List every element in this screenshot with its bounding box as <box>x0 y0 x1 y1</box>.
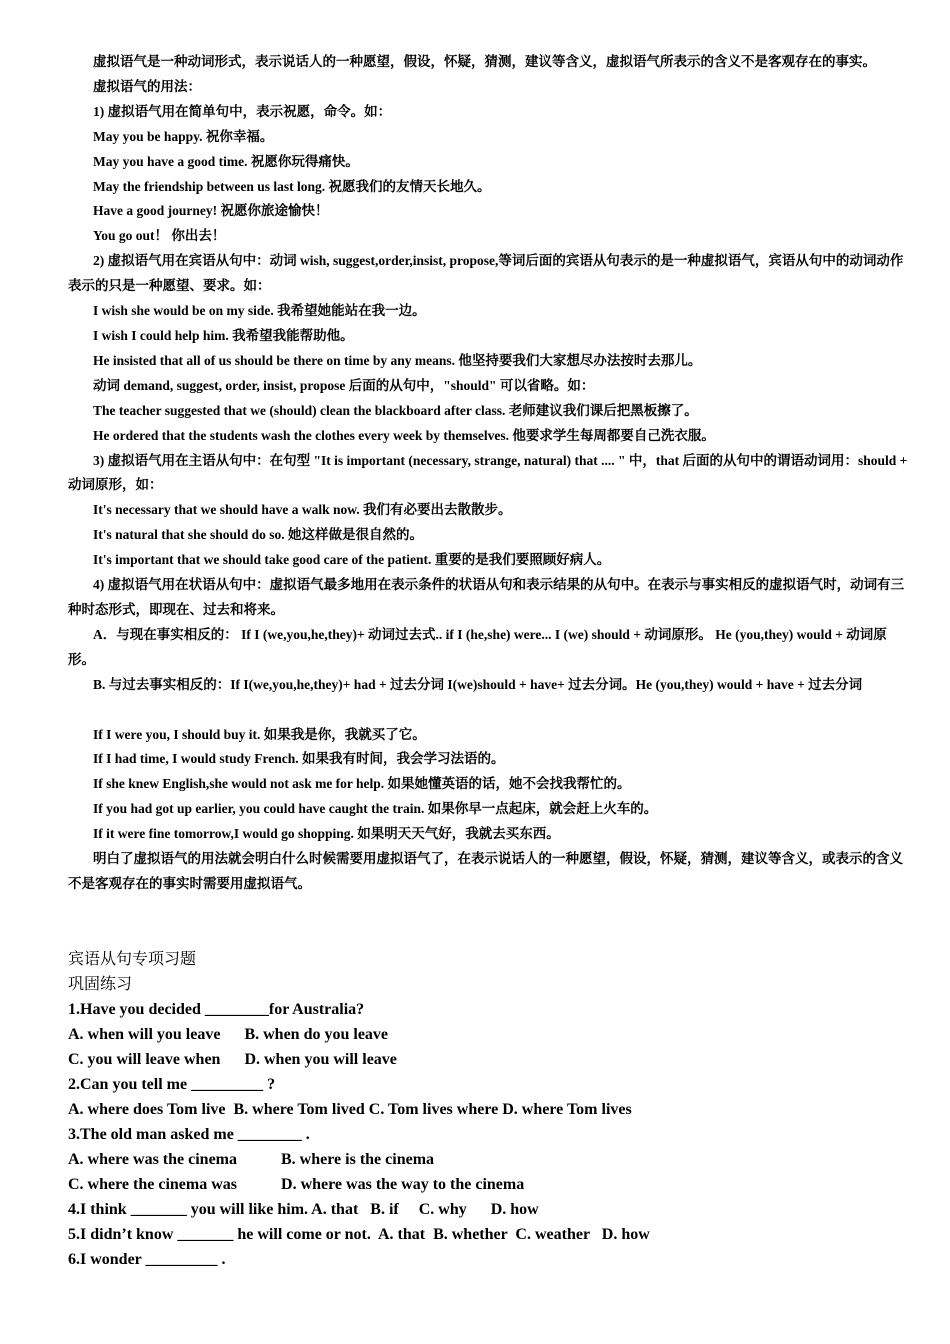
blank-line <box>68 698 908 723</box>
question-5: 5.I didn’t know _______ he will come or not. A. that B. whether C. weather D. how <box>68 1225 650 1243</box>
exercise-section <box>68 947 908 1272</box>
example-line: If I were you, I should buy it. 如果我是你，我就买了它。 <box>93 726 426 742</box>
example-line: If you had got up earlier, you could have caught the train. 如果你早一点起床，就会赶上火车的。 <box>93 801 658 817</box>
question-2: 2.Can you tell me _________ ? <box>68 1075 276 1093</box>
question-1-options: A. when will you leave B. when do you leave <box>68 1025 389 1043</box>
notes-conclusion: 明白了虚拟语气的用法就会明白什么时候需要用虚拟语气了，在表示说话人的一种愿望，假设，怀疑，猜测，建议等含义，或表示的含义不是客观存在的事实时需要用虚拟语气。 <box>68 851 903 891</box>
notes-intro: 虚拟语气是一种动词形式，表示说话人的一种愿望，假设，怀疑，猜测，建议等含义，虚拟语气所表示的含义不是客观存在的事实。 <box>93 54 876 69</box>
subjunctive-notes <box>68 50 908 897</box>
exercise-subtitle: 巩固练习 <box>68 975 133 993</box>
example-line: If I had time, I would study French. 如果我有时间，我会学习法语的。 <box>93 751 505 767</box>
example-line: It's important that we should take good care of the patient. 重要的是我们要照顾好病人。 <box>93 552 611 568</box>
example-line: It's necessary that we should have a walk now. 我们有必要出去散散步。 <box>93 502 512 518</box>
example-line: He ordered that the students wash the clothes every week by themselves. 他要求学生每周都要自己洗衣服。 <box>93 427 715 443</box>
exercise-title: 宾语从句专项习题 <box>68 950 197 968</box>
notes-point-3: 3) 虚拟语气用在主语从句中：在句型 "It is important (necessary, strange, natural) that .... " 中，that 后面的从句中的谓语动词用：should + 动词原形，如： <box>68 452 908 493</box>
notes-point-4: 4) 虚拟语气用在状语从句中：虚拟语气最多地用在表示条件的状语从句和表示结果的从句中。在表示与事实相反的虚拟语气时，动词有三种时态形式，即现在、过去和将来。 <box>68 577 905 617</box>
notes-usage-heading: 虚拟语气的用法： <box>93 78 201 94</box>
notes-case-b: B. 与过去事实相反的：If I(we,you,he,they)+ had + 过去分词 I(we)should + have+ 过去分词。He (you,they) would + have + 过去分词 <box>93 676 863 692</box>
example-line: I wish I could help him. 我希望我能帮助他。 <box>93 327 354 343</box>
example-line: Have a good journey! 祝愿你旅途愉快！ <box>93 203 329 219</box>
example-line: May you have a good time. 祝愿你玩得痛快。 <box>93 153 359 169</box>
question-4: 4.I think _______ you will like him. A. that B. if C. why D. how <box>68 1200 539 1218</box>
example-line: May you be happy. 祝你幸福。 <box>93 128 274 144</box>
question-6: 6.I wonder _________ . <box>68 1250 226 1268</box>
question-3-options: A. where was the cinema B. where is the cinema <box>68 1150 435 1168</box>
example-line: You go out！ 你出去！ <box>93 228 226 244</box>
question-3-options: C. where the cinema was D. where was the way to the cinema <box>68 1175 525 1193</box>
example-line: I wish she would be on my side. 我希望她能站在我一边。 <box>93 303 426 319</box>
example-line: If it were fine tomorrow,I would go shopping. 如果明天天气好，我就去买东西。 <box>93 826 560 842</box>
notes-should-omission: 动词 demand, suggest, order, insist, propose 后面的从句中，"should" 可以省略。如： <box>93 377 595 393</box>
example-line: He insisted that all of us should be there on time by any means. 他坚持要我们大家想尽办法按时去那儿。 <box>93 352 702 368</box>
example-line: May the friendship between us last long. 祝愿我们的友情天长地久。 <box>93 178 491 194</box>
question-2-options: A. where does Tom live B. where Tom lived C. Tom lives where D. where Tom lives <box>68 1100 632 1118</box>
example-line: It's natural that she should do so. 她这样做是很自然的。 <box>93 527 424 543</box>
notes-point-1: 1) 虚拟语气用在简单句中，表示祝愿，命令。如： <box>93 103 392 119</box>
document-page <box>68 50 908 1272</box>
notes-point-2: 2) 虚拟语气用在宾语从句中：动词 wish, suggest,order,insist, propose,等词后面的宾语从句表示的是一种虚拟语气，宾语从句中的动词动作表示的只是一种愿望、要求。如： <box>68 253 904 294</box>
question-3: 3.The old man asked me ________ . <box>68 1125 310 1143</box>
example-line: The teacher suggested that we (should) clean the blackboard after class. 老师建议我们课后把黑板擦了。 <box>93 402 698 418</box>
example-line: If she knew English,she would not ask me for help. 如果她懂英语的话，她不会找我帮忙的。 <box>93 776 631 792</box>
notes-case-a: A．与现在事实相反的： If I (we,you,he,they)+ 动词过去式.. if I (he,she) were... I (we) should + 动词原形。 He (you,they) would + 动词原形。 <box>68 626 887 667</box>
section-gap <box>68 897 908 947</box>
question-1: 1.Have you decided ________for Australia? <box>68 1000 365 1018</box>
question-1-options: C. you will leave when D. when you will leave <box>68 1050 397 1068</box>
